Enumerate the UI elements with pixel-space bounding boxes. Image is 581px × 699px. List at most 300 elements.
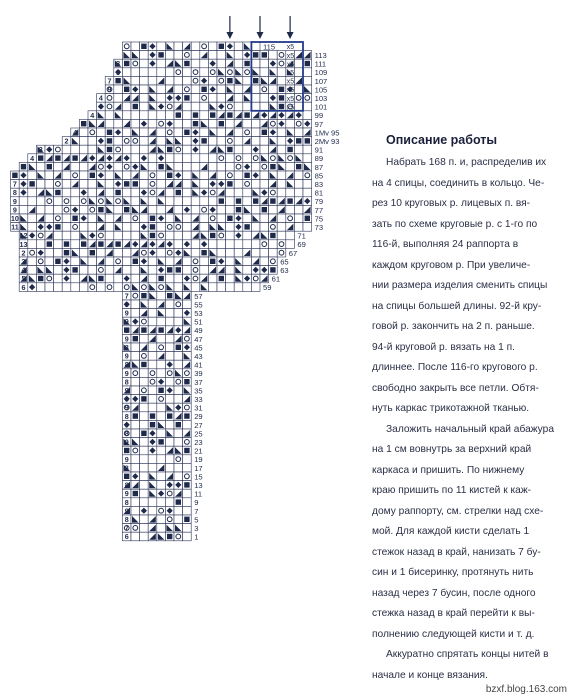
chart-cell bbox=[165, 266, 174, 275]
chart-cell bbox=[148, 85, 157, 94]
chart-cell bbox=[62, 231, 71, 240]
chart-cell bbox=[148, 506, 157, 515]
chart-cell bbox=[165, 42, 174, 51]
repeat-mark: x5 bbox=[286, 95, 295, 103]
description-line: дому раппорту, см. стрелки над схе- bbox=[372, 505, 544, 517]
chart-cell bbox=[217, 266, 226, 275]
chart-cell bbox=[28, 274, 37, 283]
chart-cell bbox=[294, 85, 303, 94]
chart-cell bbox=[157, 515, 166, 524]
chart-cell bbox=[226, 266, 235, 275]
chart-cell bbox=[131, 248, 140, 257]
chart-cell bbox=[140, 102, 149, 111]
chart-cell bbox=[200, 51, 209, 60]
chart-cell bbox=[105, 128, 114, 137]
chart-cell bbox=[114, 145, 123, 154]
chart-cell bbox=[114, 94, 123, 103]
chart-cell bbox=[45, 223, 54, 232]
chart-cell bbox=[174, 248, 183, 257]
chart-cell bbox=[157, 102, 166, 111]
chart-cell bbox=[191, 145, 200, 154]
chart-cell bbox=[148, 171, 157, 180]
tassel-arrow-icon bbox=[226, 16, 233, 39]
chart-cell-number: 4 bbox=[90, 110, 95, 120]
row-number: 85 bbox=[314, 171, 324, 181]
chart-cell bbox=[157, 429, 166, 438]
chart-cell bbox=[243, 51, 252, 60]
chart-cell bbox=[140, 162, 149, 171]
chart-cell bbox=[97, 111, 106, 120]
row-number: 25 bbox=[194, 429, 203, 439]
chart-cell bbox=[45, 171, 54, 180]
chart-cell bbox=[71, 214, 80, 223]
chart-cell bbox=[88, 274, 97, 283]
chart-cell-number: 9 bbox=[124, 351, 129, 361]
chart-cell bbox=[131, 85, 140, 94]
chart-cell bbox=[217, 248, 226, 257]
chart-cell bbox=[208, 240, 217, 249]
chart-cell bbox=[208, 257, 217, 266]
chart-cell bbox=[234, 119, 243, 128]
chart-cell bbox=[226, 257, 235, 266]
chart-cell bbox=[191, 94, 200, 103]
chart-cell bbox=[165, 429, 174, 438]
chart-cell bbox=[131, 515, 140, 524]
chart-cell bbox=[165, 94, 174, 103]
chart-cell bbox=[208, 59, 217, 68]
chart-cell bbox=[165, 481, 174, 490]
row-number: 33 bbox=[194, 395, 203, 404]
chart-cell bbox=[131, 257, 140, 266]
chart-cell bbox=[165, 352, 174, 361]
chart-cell-number: 7 bbox=[124, 291, 129, 301]
chart-cell bbox=[174, 369, 183, 378]
chart-cell bbox=[174, 266, 183, 275]
chart-cell bbox=[217, 128, 226, 137]
chart-cell bbox=[62, 240, 71, 249]
chart-cell bbox=[217, 205, 226, 214]
chart-cell bbox=[140, 369, 149, 378]
chart-cell bbox=[88, 128, 97, 137]
chart-cell bbox=[105, 240, 114, 249]
chart-cell bbox=[269, 266, 278, 275]
chart-cell bbox=[200, 240, 209, 249]
chart-cell bbox=[148, 145, 157, 154]
chart-cell bbox=[294, 102, 303, 111]
chart-cell bbox=[62, 205, 71, 214]
chart-cell bbox=[157, 162, 166, 171]
description-line: нии размера изделия сменить спицы bbox=[372, 280, 548, 291]
chart-cell bbox=[174, 403, 183, 412]
row-number: 39 bbox=[194, 369, 203, 379]
chart-cell bbox=[183, 59, 192, 68]
chart-cell bbox=[54, 257, 63, 266]
chart-cell bbox=[226, 197, 235, 206]
chart-cell bbox=[140, 76, 149, 85]
chart-cell bbox=[200, 257, 209, 266]
chart-cell bbox=[148, 128, 157, 137]
chart-cell bbox=[140, 248, 149, 257]
chart-cell bbox=[148, 197, 157, 206]
chart-cell bbox=[28, 188, 37, 197]
chart-cell bbox=[28, 162, 37, 171]
chart-cell bbox=[71, 240, 80, 249]
chart-cell bbox=[200, 119, 209, 128]
chart-cell bbox=[79, 180, 88, 189]
chart-cell bbox=[183, 524, 192, 533]
chart-cell bbox=[54, 274, 63, 283]
repeat-mark: x5 bbox=[286, 104, 295, 112]
chart-cell bbox=[131, 395, 140, 404]
description-line: на 1 см вовнутрь за верхний край bbox=[372, 444, 532, 455]
chart-cell bbox=[71, 137, 80, 146]
row-number: 13 bbox=[194, 481, 203, 490]
chart-cell bbox=[217, 68, 226, 77]
chart-cell bbox=[148, 240, 157, 249]
chart-cell bbox=[148, 420, 157, 429]
chart-cell bbox=[97, 154, 106, 163]
chart-cell bbox=[140, 231, 149, 240]
chart-cell bbox=[71, 223, 80, 232]
chart-cell bbox=[165, 248, 174, 257]
chart-cell bbox=[303, 171, 312, 180]
chart-cell bbox=[131, 145, 140, 154]
chart-cell-number: 8 bbox=[124, 480, 129, 490]
chart-cell bbox=[251, 59, 260, 68]
chart-cell bbox=[234, 283, 243, 292]
chart-cell bbox=[174, 300, 183, 309]
chart-cell bbox=[200, 145, 209, 154]
chart-cell bbox=[28, 180, 37, 189]
chart-cell bbox=[183, 515, 192, 524]
chart-cell bbox=[303, 197, 312, 206]
chart-cell bbox=[165, 343, 174, 352]
chart-cell bbox=[303, 102, 312, 111]
chart-cell bbox=[183, 334, 192, 343]
chart-cell bbox=[122, 257, 131, 266]
chart-cell bbox=[217, 145, 226, 154]
chart-cell bbox=[157, 145, 166, 154]
chart-cell bbox=[131, 438, 140, 447]
chart-cell bbox=[140, 309, 149, 318]
chart-cell bbox=[140, 438, 149, 447]
chart-cell bbox=[157, 214, 166, 223]
chart-cell bbox=[183, 76, 192, 85]
chart-cell bbox=[174, 429, 183, 438]
chart-cell bbox=[114, 257, 123, 266]
chart-cell bbox=[174, 274, 183, 283]
chart-cell bbox=[183, 317, 192, 326]
chart-cell bbox=[294, 145, 303, 154]
chart-cell bbox=[45, 145, 54, 154]
chart-cell bbox=[165, 446, 174, 455]
chart-cell bbox=[174, 257, 183, 266]
chart-cell bbox=[200, 162, 209, 171]
chart-cell bbox=[165, 145, 174, 154]
chart-cell bbox=[105, 94, 114, 103]
description-line: длиннее. После 116-го кругового р. bbox=[372, 362, 538, 373]
chart-cell bbox=[269, 85, 278, 94]
chart-cell bbox=[183, 403, 192, 412]
chart-cell bbox=[286, 197, 295, 206]
chart-cell bbox=[191, 162, 200, 171]
chart-cell bbox=[174, 76, 183, 85]
chart-cell bbox=[165, 68, 174, 77]
chart-cell bbox=[251, 266, 260, 275]
chart-cell bbox=[174, 395, 183, 404]
chart-cell-number: 3 bbox=[116, 59, 121, 69]
chart-cell bbox=[251, 94, 260, 103]
chart-cell bbox=[200, 111, 209, 120]
chart-cell bbox=[191, 197, 200, 206]
chart-cell bbox=[36, 214, 45, 223]
chart-cell bbox=[226, 102, 235, 111]
chart-cell bbox=[71, 180, 80, 189]
row-number: 35 bbox=[194, 386, 203, 396]
chart-cell bbox=[251, 223, 260, 232]
chart-cell bbox=[269, 162, 278, 171]
chart-cell bbox=[174, 223, 183, 232]
chart-cell bbox=[226, 128, 235, 137]
chart-cell bbox=[217, 162, 226, 171]
chart-cell bbox=[243, 59, 252, 68]
chart-cell bbox=[174, 128, 183, 137]
chart-cell bbox=[114, 128, 123, 137]
chart-cell bbox=[157, 248, 166, 257]
chart-cell bbox=[97, 248, 106, 257]
description-line: мой. Для каждой кисти сделать 1 bbox=[372, 526, 530, 537]
chart-cell bbox=[251, 197, 260, 206]
chart-cell bbox=[79, 154, 88, 163]
chart-cell bbox=[208, 188, 217, 197]
repeat-mark: x5 bbox=[286, 78, 295, 86]
chart-cell bbox=[165, 154, 174, 163]
chart-cell bbox=[148, 309, 157, 318]
chart-cell bbox=[79, 274, 88, 283]
chart-cell bbox=[79, 283, 88, 292]
row-number: 45 bbox=[194, 343, 203, 353]
chart-cell bbox=[131, 188, 140, 197]
description-line: на 4 спицы, соединить в кольцо. Че- bbox=[372, 177, 545, 189]
chart-cell bbox=[226, 180, 235, 189]
chart-cell bbox=[148, 300, 157, 309]
chart-cell-number: 8 bbox=[124, 463, 129, 473]
chart-cell-number: 9 bbox=[124, 472, 129, 481]
chart-cell bbox=[260, 257, 269, 266]
row-number: 23 bbox=[194, 438, 203, 447]
chart-cell bbox=[269, 248, 278, 257]
chart-cell bbox=[183, 266, 192, 275]
chart-cell bbox=[191, 137, 200, 146]
chart-cell-number: 7 bbox=[12, 179, 17, 189]
chart-cell bbox=[183, 111, 192, 120]
footer-url: bzxf.blog.163.com bbox=[485, 684, 567, 695]
chart-cell bbox=[303, 188, 312, 197]
chart-cell-number: 4 bbox=[98, 93, 103, 103]
chart-cell bbox=[243, 111, 252, 120]
chart-cell bbox=[183, 197, 192, 206]
chart-cell bbox=[260, 162, 269, 171]
chart-cell bbox=[183, 42, 192, 51]
chart-cell-number: 8 bbox=[124, 394, 129, 404]
chart-cell bbox=[36, 257, 45, 266]
chart-cell bbox=[36, 197, 45, 206]
chart-cell bbox=[208, 231, 217, 240]
chart-cell bbox=[114, 85, 123, 94]
chart-cell bbox=[140, 317, 149, 326]
chart-cell bbox=[251, 102, 260, 111]
chart-cell bbox=[260, 180, 269, 189]
chart-cell bbox=[79, 231, 88, 240]
chart-cell bbox=[140, 119, 149, 128]
chart-cell bbox=[165, 412, 174, 421]
chart-cell bbox=[183, 455, 192, 464]
chart-cell bbox=[243, 240, 252, 249]
chart-cell bbox=[303, 51, 312, 60]
chart-cell bbox=[174, 352, 183, 361]
description-line: зать по схеме круговые р. с 1-го по bbox=[372, 218, 538, 230]
chart-cell bbox=[148, 395, 157, 404]
chart-cell bbox=[226, 188, 235, 197]
description-line: Аккуратно спрятать концы нитей в bbox=[386, 649, 549, 660]
chart-cell bbox=[140, 300, 149, 309]
chart-cell bbox=[294, 214, 303, 223]
chart-cell bbox=[251, 171, 260, 180]
chart-cell bbox=[157, 420, 166, 429]
chart-cell-number: 9 bbox=[124, 368, 129, 378]
chart-cell bbox=[174, 446, 183, 455]
chart-cell bbox=[174, 498, 183, 507]
chart-cell bbox=[122, 223, 131, 232]
chart-cell bbox=[165, 317, 174, 326]
chart-cell bbox=[62, 274, 71, 283]
chart-cell bbox=[114, 111, 123, 120]
chart-cell bbox=[183, 162, 192, 171]
chart-cell bbox=[45, 205, 54, 214]
chart-cell bbox=[208, 102, 217, 111]
chart-cell-number: 8 bbox=[124, 497, 129, 507]
chart-cell bbox=[174, 42, 183, 51]
chart-cell bbox=[157, 489, 166, 498]
chart-cell bbox=[174, 455, 183, 464]
chart-cell-number: 8 bbox=[124, 300, 129, 309]
chart-cell bbox=[122, 154, 131, 163]
chart-cell-number: 9 bbox=[12, 196, 17, 206]
chart-cell bbox=[122, 274, 131, 283]
chart-cell bbox=[148, 68, 157, 77]
chart-cell bbox=[277, 248, 286, 257]
row-number: 87 bbox=[314, 162, 324, 172]
chart-cell bbox=[97, 223, 106, 232]
chart-cell bbox=[277, 102, 286, 111]
chart-cell bbox=[294, 111, 303, 120]
row-number: 53 bbox=[194, 309, 203, 318]
chart-cell bbox=[191, 188, 200, 197]
chart-cell bbox=[131, 42, 140, 51]
chart-cell bbox=[148, 119, 157, 128]
chart-cell bbox=[303, 137, 312, 146]
row-number: 37 bbox=[194, 377, 203, 387]
chart-cell bbox=[122, 248, 131, 257]
chart-cell bbox=[88, 154, 97, 163]
chart-cell bbox=[183, 154, 192, 163]
chart-cell bbox=[157, 446, 166, 455]
chart-cell bbox=[19, 188, 28, 197]
chart-cell bbox=[286, 214, 295, 223]
row-number: 75 bbox=[314, 214, 324, 224]
chart-cell bbox=[62, 283, 71, 292]
chart-cell bbox=[226, 111, 235, 120]
chart-cell bbox=[157, 197, 166, 206]
chart-cell bbox=[286, 145, 295, 154]
row-number: 83 bbox=[314, 180, 324, 189]
chart-cell-number: 13 bbox=[19, 239, 28, 249]
row-number: 115 bbox=[263, 42, 276, 52]
chart-cell bbox=[234, 231, 243, 240]
chart-cell bbox=[36, 154, 45, 163]
chart-cell bbox=[131, 68, 140, 77]
chart-cell bbox=[174, 240, 183, 249]
chart-cell bbox=[157, 369, 166, 378]
chart-cell bbox=[79, 197, 88, 206]
chart-cell bbox=[140, 532, 149, 541]
chart-cell bbox=[105, 231, 114, 240]
chart-cell bbox=[157, 85, 166, 94]
chart-cell bbox=[191, 171, 200, 180]
chart-cell bbox=[191, 85, 200, 94]
chart-cell bbox=[269, 137, 278, 146]
chart-cell bbox=[131, 240, 140, 249]
chart-cell bbox=[183, 214, 192, 223]
chart-cell bbox=[286, 119, 295, 128]
chart-cell bbox=[157, 498, 166, 507]
chart-cell bbox=[140, 214, 149, 223]
chart-cell bbox=[226, 119, 235, 128]
chart-cell bbox=[174, 472, 183, 481]
chart-cell bbox=[36, 180, 45, 189]
chart-cell bbox=[79, 145, 88, 154]
chart-cell bbox=[165, 59, 174, 68]
chart-cell bbox=[140, 85, 149, 94]
chart-cell bbox=[234, 59, 243, 68]
chart-cell bbox=[208, 283, 217, 292]
chart-cell bbox=[294, 137, 303, 146]
chart-cell bbox=[243, 283, 252, 292]
chart-cell bbox=[114, 231, 123, 240]
chart-cell bbox=[183, 283, 192, 292]
chart-cell-number: 5 bbox=[116, 67, 121, 77]
row-number: 7 bbox=[194, 506, 199, 516]
chart-cell bbox=[174, 532, 183, 541]
chart-cell bbox=[183, 180, 192, 189]
chart-cell bbox=[226, 94, 235, 103]
chart-cell bbox=[28, 171, 37, 180]
chart-cell bbox=[303, 162, 312, 171]
chart-cell bbox=[45, 231, 54, 240]
chart-cell bbox=[105, 223, 114, 232]
chart-cell bbox=[131, 205, 140, 214]
chart-cell bbox=[183, 489, 192, 498]
chart-cell bbox=[114, 119, 123, 128]
chart-cell bbox=[157, 274, 166, 283]
chart-cell bbox=[174, 386, 183, 395]
chart-cell bbox=[88, 214, 97, 223]
chart-cell bbox=[226, 59, 235, 68]
chart-cell bbox=[148, 524, 157, 533]
chart-cell bbox=[260, 154, 269, 163]
chart-cell bbox=[251, 111, 260, 120]
chart-cell bbox=[105, 171, 114, 180]
